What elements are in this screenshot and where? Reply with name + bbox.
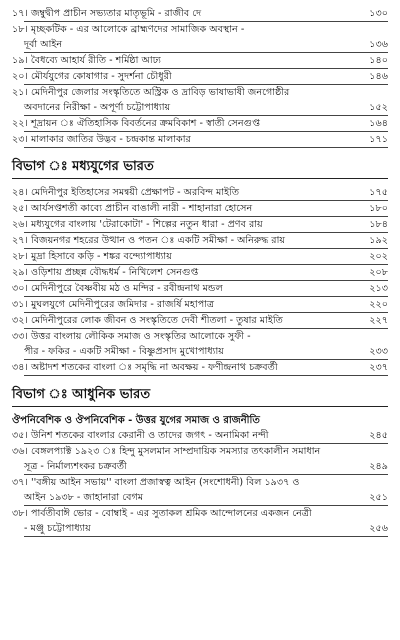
toc-entry-page: ২১৩ <box>369 283 388 294</box>
toc-group-medieval <box>12 185 388 376</box>
toc-entry-row <box>12 490 388 505</box>
toc-entry-page: ১৪৬ <box>369 71 388 82</box>
toc-entry-row <box>12 22 388 37</box>
toc-entry-row <box>12 6 388 21</box>
toc-entry-title: ৩০। মেদিনীপুরে বৈষ্ণবীয় মঠ ও মন্দির - রবীন্দ্রনাথ মন্ডল <box>12 283 223 294</box>
entry-underline <box>24 375 388 376</box>
toc-entry-title: ২৮। মুদ্রা হিসাবে কড়ি - শঙ্কর বন্দ্যোপাধ্যায় <box>12 251 172 262</box>
toc-entry-title: ৩২। মেদিনীপুরের লোক জীবন ও সংস্কৃতিতে দেবী শীতলা - তুষার মাইতি <box>12 315 283 326</box>
entry-underline <box>24 147 388 148</box>
section-rule <box>12 178 388 179</box>
toc-entry-title: ৩৩। উত্তর বাংলায় লৌকিক সমাজ ও সংস্কৃতির আলোকে সুফী - <box>12 331 251 342</box>
toc-entry <box>12 297 388 313</box>
toc-entry-row <box>12 297 388 312</box>
toc-entry-continuation: অবদানের নিরীক্ষা - অপূর্ণা চট্টোপাধ্যায় <box>24 102 171 113</box>
entry-underline <box>24 536 388 537</box>
toc-entry <box>12 506 388 537</box>
toc-entry-title: ২৪। মেদিনীপুর ইতিহাসের সমন্বয়ী প্রেক্ষাপট - অরবিন্দ মাইতি <box>12 187 240 198</box>
toc-entry-page: ২৫৬ <box>369 523 388 534</box>
toc-entry-row <box>12 37 388 52</box>
toc-entry-page: ১৬৪ <box>369 118 388 129</box>
toc-entry-page: ১৩৬ <box>369 39 388 50</box>
toc-entry-row <box>12 281 388 296</box>
toc-entry-title: ১৯। বৈধব্যে আহার্য রীতি - শর্মিষ্ঠা আঢ্য <box>12 55 161 66</box>
toc-entry <box>12 132 388 148</box>
toc-entry <box>12 6 388 22</box>
toc-group-modern <box>12 428 388 537</box>
toc-entry-row <box>12 233 388 248</box>
toc-group-ancient <box>12 6 388 148</box>
toc-entry-page: ১৩০ <box>369 8 388 19</box>
toc-entry-row <box>12 185 388 200</box>
toc-entry-page: ১৫২ <box>369 102 388 113</box>
toc-entry-title: ৩১। মুঘলযুগে মেদিনীপুরের জমিদার - রাজর্ষি মহাপাত্র <box>12 299 215 310</box>
toc-entry-row <box>12 521 388 536</box>
toc-entry <box>12 265 388 281</box>
toc-entry-page: ১৪০ <box>369 55 388 66</box>
toc-entry-title: ৩৭। ''বঙ্গীয় আইন সভায়'' বাংলা প্রজাস্বত্ব আইন (সংশোধনী) বিল ১৯৩৭ ও <box>12 477 300 488</box>
toc-entry-page: ১৮০ <box>369 203 388 214</box>
section-heading-medieval <box>12 158 388 179</box>
toc-entry-page: ১৭১ <box>369 134 388 145</box>
toc-entry <box>12 444 388 475</box>
toc-entry-title: ২৩। মালাকার জাতির উদ্ভব - চন্দ্রকান্ত মালাকার <box>12 134 191 145</box>
section-rule <box>12 406 388 407</box>
toc-entry <box>12 249 388 265</box>
toc-entry-continuation: দূর্বা আইন <box>24 39 63 50</box>
toc-entry-continuation: সূত্র - নির্মাল্যশংকর চক্রবর্তী <box>24 461 127 472</box>
toc-entry-title: ১৮। মৃচ্ছকটিক - এর আলোকে ব্রাহ্মণদের সামাজিক অবস্থান - <box>12 24 245 35</box>
toc-entry-row <box>12 100 388 115</box>
toc-entry <box>12 475 388 506</box>
toc-entry-title: ৩৮। পার্বতীবাঈ ভোর - বোম্বাই - এর সুতাকল শ্রমিক আন্দোলনের একজন নেত্রী <box>12 508 312 519</box>
toc-entry-row <box>12 116 388 131</box>
toc-entry-page: ২২০ <box>369 299 388 310</box>
toc-entry-title: ৩৪। অষ্টাদশ শতকের বাংলা ঃ সমৃদ্ধি না অবক্ষয় - ফণীন্দ্রনাথ চক্রবর্তী <box>12 362 278 373</box>
section-title: বিভাগ ঃ মধ্যযুগের ভারত <box>12 159 154 174</box>
toc-entry <box>12 22 388 53</box>
toc-entry-continuation: আইন ১৯৩৮ - জাহানারা বেগম <box>24 492 144 503</box>
toc-entry-title: ২১। মেদিনীপুর জেলার সংস্কৃতিতে অস্ট্রিক ও দ্রাবিড় ভাষাভাষী জনগোষ্ঠীর <box>12 87 290 98</box>
toc-entry <box>12 360 388 376</box>
toc-entry-title: ১৭। জম্বুদ্বীপ প্রাচীন সভ্যতার মাতৃভূমি - রাজীব দে <box>12 8 202 19</box>
section-title: বিভাগ ঃ আধুনিক ভারত <box>12 387 151 402</box>
toc-entry-row <box>12 265 388 280</box>
toc-entry-row <box>12 249 388 264</box>
toc-entry-page: ১৯২ <box>369 235 388 246</box>
toc-entry-title: ২২। শূদ্রায়ন ঃ ঐতিহাসিক বিবর্তনের ক্রমবিকাশ - স্বাতী সেনগুপ্ত <box>12 118 260 129</box>
toc-entry-page: ২৪৫ <box>369 430 388 441</box>
toc-entry <box>12 69 388 85</box>
toc-entry-row <box>12 329 388 344</box>
toc-entry-row <box>12 428 388 443</box>
sub-heading: ঔপনিবেশিক ও ঔপনিবেশিক - উত্তর যুগের সমাজ ও রাজনীতি <box>12 415 260 426</box>
toc-entry-row <box>12 506 388 521</box>
toc-entry-row <box>12 444 388 459</box>
toc-entry-row <box>12 344 388 359</box>
toc-entry-title: ২০। মৌর্যযুগের কোষাগার - সুদর্শনা চৌধুরী <box>12 71 172 82</box>
toc-entry <box>12 313 388 329</box>
toc-entry-row <box>12 217 388 232</box>
toc-entry-row <box>12 459 388 474</box>
toc-entry-row <box>12 132 388 147</box>
toc-entry-title: ২৫। আর্যসপ্তশতী কাব্যে প্রাচীন বাঙালী নারী - শাহানারা হোসেন <box>12 203 253 214</box>
toc-entry-page: ২৩৩ <box>369 346 388 357</box>
toc-entry-row <box>12 313 388 328</box>
toc-entry <box>12 85 388 116</box>
section-heading-modern <box>12 386 388 428</box>
toc-entry-page: ২৩৭ <box>369 362 388 373</box>
toc-entry-page: ২২৭ <box>369 315 388 326</box>
toc-entry-continuation: - মঞ্জু চট্টোপাধ্যায় <box>24 523 91 534</box>
toc-entry-row <box>12 201 388 216</box>
toc-entry-row <box>12 360 388 375</box>
toc-entry-title: ৩৫। উনিশ শতকের বাংলার কেরানী ও তাদের জগৎ - অনামিকা নন্দী <box>12 430 269 441</box>
toc-entry <box>12 217 388 233</box>
toc-entry <box>12 53 388 69</box>
toc-entry-continuation: পীর - ফকির - একটি সমীক্ষা - বিষ্ণুপ্রসাদ মুখোপাধ্যায় <box>24 346 224 357</box>
toc-entry-title: ২৯। ওড়িশায় প্রচ্ছন্ন বৌদ্ধধর্ম - নিখিলেশ সেনগুপ্ত <box>12 267 199 278</box>
toc-entry <box>12 428 388 444</box>
toc-entry-page: ১৮৪ <box>369 219 388 230</box>
toc-entry <box>12 329 388 360</box>
toc-entry-row <box>12 53 388 68</box>
toc-entry-title: ৩৬। বেঙ্গলপ্যাক্ট ১৯২৩ ঃ হিন্দু মুসলমান সাম্প্রদায়িক সমস্যার তৎকালীন সমাধান <box>12 446 321 457</box>
toc-entry-row <box>12 85 388 100</box>
toc-entry <box>12 116 388 132</box>
toc-entry-page: ২৫১ <box>369 492 388 503</box>
toc-entry <box>12 281 388 297</box>
toc-entry-title: ২৭। বিজয়নগর শহরের উত্থান ও পতন ঃ একটি সমীক্ষা - অনিরুদ্ধ রায় <box>12 235 286 246</box>
toc-entry-page: ২০২ <box>369 251 388 262</box>
toc-entry-page: ২৪৯ <box>369 461 388 472</box>
toc-entry <box>12 201 388 217</box>
toc-entry-page: ১৭৫ <box>369 187 388 198</box>
toc-entry-row <box>12 69 388 84</box>
toc-entry <box>12 233 388 249</box>
toc-entry-title: ২৬। মধ্যযুগের বাংলায় 'টেরাকোটা' - শিল্পের নতুন ধারা - প্রণব রায় <box>12 219 263 230</box>
toc-entry-page: ২০৮ <box>369 267 388 278</box>
toc-entry <box>12 185 388 201</box>
toc-entry-row <box>12 475 388 490</box>
